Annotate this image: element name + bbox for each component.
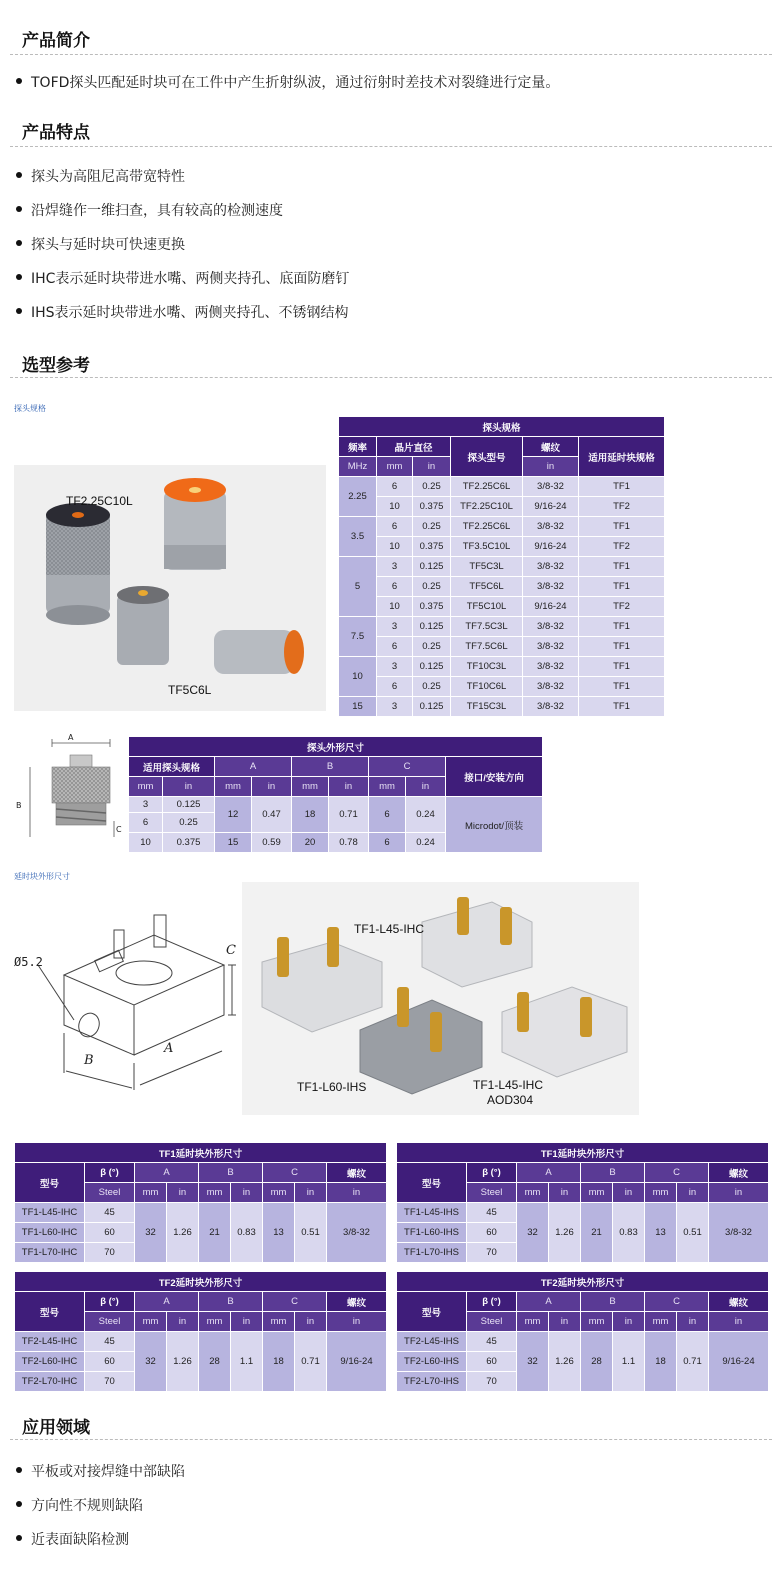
table-row <box>339 557 665 577</box>
cell: 28 <box>199 1332 231 1392</box>
probe-dim-table <box>128 736 543 853</box>
col-header: A <box>517 1163 581 1183</box>
cell: 3/8-32 <box>523 677 579 697</box>
cell: 3 <box>129 797 163 813</box>
cell: 70 <box>467 1243 517 1263</box>
list-item: 沿焊缝作一维扫查，具有较高的检测速度 <box>16 200 283 220</box>
col-header: β (°) <box>85 1163 135 1183</box>
cell: TF1-L70-IHC <box>15 1243 85 1263</box>
cell: TF1 <box>579 577 665 597</box>
unit-header: in <box>413 457 451 477</box>
cell: 45 <box>85 1203 135 1223</box>
col-header: B <box>581 1163 645 1183</box>
cell: 0.375 <box>413 597 451 617</box>
col-header: in <box>709 1183 769 1203</box>
cell: TF2-L70-IHS <box>397 1372 467 1392</box>
cell: 6 <box>129 813 163 833</box>
cell: TF2.25C6L <box>451 517 523 537</box>
table-title: 探头外形尺寸 <box>129 737 543 757</box>
cell: 70 <box>85 1243 135 1263</box>
table-row <box>339 577 665 597</box>
col-header: β (°) <box>85 1292 135 1312</box>
cell: 0.25 <box>413 517 451 537</box>
cell: TF2-L45-IHS <box>397 1332 467 1352</box>
probe-spec-table <box>338 416 665 717</box>
features-title: 产品特点 <box>22 123 90 143</box>
cell: 3 <box>377 557 413 577</box>
cell: 0.25 <box>163 813 215 833</box>
cell: 3/8-32 <box>327 1203 387 1263</box>
cell: 15 <box>215 833 252 853</box>
cell: 45 <box>467 1332 517 1352</box>
cell: 1.1 <box>231 1332 263 1392</box>
col-header: in <box>677 1312 709 1332</box>
col-header: A <box>135 1292 199 1312</box>
wedge-photo-label-3: TF1-L45-IHC <box>473 1078 544 1092</box>
col-header: TF2延时块外形尺寸 <box>397 1272 769 1292</box>
cell: 5 <box>339 557 377 617</box>
col-header: mm <box>645 1312 677 1332</box>
cell: TF1 <box>579 677 665 697</box>
table-row <box>339 697 665 717</box>
cell: 20 <box>292 833 329 853</box>
col-header: in <box>167 1312 199 1332</box>
col-header: in <box>231 1312 263 1332</box>
cell: TF1 <box>579 637 665 657</box>
col-header: 频率 <box>339 437 377 457</box>
col-header: 螺纹 <box>523 437 579 457</box>
col-header: TF1延时块外形尺寸 <box>397 1143 769 1163</box>
col-header: mm <box>199 1312 231 1332</box>
list-item: 探头与延时块可快速更换 <box>16 234 185 254</box>
col-header: Steel <box>85 1183 135 1203</box>
col-header: 型号 <box>397 1292 467 1332</box>
unit-header: in <box>252 777 292 797</box>
cell: TF1-L45-IHS <box>397 1203 467 1223</box>
cell: 45 <box>467 1203 517 1223</box>
dim-label-b: B <box>84 1053 94 1068</box>
table-row <box>339 497 665 517</box>
cell: 32 <box>517 1203 549 1263</box>
cell: 0.25 <box>413 477 451 497</box>
col-header: mm <box>645 1183 677 1203</box>
cell: 3/8-32 <box>523 617 579 637</box>
unit-header: mm <box>129 777 163 797</box>
dim-label-a: A <box>164 1041 174 1056</box>
cell: TF1 <box>579 657 665 677</box>
wedge-photo-label-4: AOD304 <box>487 1093 534 1107</box>
cell: TF7.5C6L <box>451 637 523 657</box>
cell: 60 <box>467 1352 517 1372</box>
wedge-photo-label-2: TF1-L60-IHS <box>297 1080 367 1094</box>
cell: 60 <box>467 1223 517 1243</box>
list-item: IHS表示延时块带进水嘴、两侧夹持孔、不锈钢结构 <box>16 302 349 322</box>
table-row <box>339 617 665 637</box>
cell: 0.125 <box>413 657 451 677</box>
cell: TF1 <box>579 697 665 717</box>
cell: 70 <box>467 1372 517 1392</box>
cell: TF1-L60-IHS <box>397 1223 467 1243</box>
cell: 0.78 <box>329 833 369 853</box>
unit-header: mm <box>369 777 406 797</box>
cell: 15 <box>339 697 377 717</box>
col-header: in <box>613 1312 645 1332</box>
selection-title: 选型参考 <box>22 356 90 376</box>
cell: 18 <box>263 1332 295 1392</box>
col-header: in <box>327 1183 387 1203</box>
cell: TF1 <box>579 477 665 497</box>
divider <box>10 54 772 55</box>
probe-photo-label-2: TF5C6L <box>168 683 212 697</box>
cell: 10 <box>377 537 413 557</box>
probe-dim-diagram <box>14 733 124 845</box>
cell: 12 <box>215 797 252 833</box>
cell: 0.25 <box>413 637 451 657</box>
cell: 3 <box>377 617 413 637</box>
list-item: 平板或对接焊缝中部缺陷 <box>16 1461 185 1481</box>
col-header: mm <box>263 1183 295 1203</box>
unit-header: mm <box>377 457 413 477</box>
cell: TF1 <box>579 557 665 577</box>
unit-header: in <box>163 777 215 797</box>
list-item: IHC表示延时块带进水嘴、两侧夹持孔、底面防磨钉 <box>16 268 349 288</box>
cell: 0.125 <box>413 557 451 577</box>
cell: 3 <box>377 697 413 717</box>
cell: TF2-L60-IHS <box>397 1352 467 1372</box>
col-header: 螺纹 <box>709 1292 769 1312</box>
cell: 0.375 <box>413 497 451 517</box>
col-header: in <box>549 1183 581 1203</box>
cell: 0.375 <box>163 833 215 853</box>
cell: 0.83 <box>613 1203 645 1263</box>
divider <box>10 1439 772 1440</box>
cell: TF2 <box>579 537 665 557</box>
col-header: Steel <box>467 1312 517 1332</box>
cell: TF2 <box>579 597 665 617</box>
table-row <box>339 517 665 537</box>
col-header: B <box>581 1292 645 1312</box>
list-item: TOFD探头匹配延时块可在工件中产生折射纵波，通过衍射时差技术对裂缝进行定量。 <box>16 72 559 92</box>
cell: 9/16-24 <box>327 1332 387 1392</box>
col-header: 探头型号 <box>451 437 523 477</box>
probe-photo-illustration <box>14 465 326 711</box>
wedge-dim-label: 延时块外形尺寸 <box>14 872 70 881</box>
col-header: A <box>215 757 292 777</box>
col-header: C <box>369 757 446 777</box>
table-title: 探头规格 <box>339 417 665 437</box>
cell: TF2-L60-IHC <box>15 1352 85 1372</box>
cell: 3.5 <box>339 517 377 557</box>
table-row <box>339 637 665 657</box>
col-header: 接口/安装方向 <box>446 757 543 797</box>
cell: 1.26 <box>549 1203 581 1263</box>
cell: TF1 <box>579 617 665 637</box>
col-header: mm <box>263 1312 295 1332</box>
cell: TF10C3L <box>451 657 523 677</box>
col-header: TF1延时块外形尺寸 <box>15 1143 387 1163</box>
cell: 70 <box>85 1372 135 1392</box>
col-header: Steel <box>467 1183 517 1203</box>
col-header: mm <box>581 1312 613 1332</box>
col-header: A <box>517 1292 581 1312</box>
cell: 0.125 <box>413 617 451 637</box>
table-row <box>15 1332 387 1352</box>
unit-header: mm <box>292 777 329 797</box>
cell: 3/8-32 <box>523 577 579 597</box>
cell: TF10C6L <box>451 677 523 697</box>
cell: 6 <box>377 477 413 497</box>
cell: 9/16-24 <box>523 597 579 617</box>
table-row <box>339 477 665 497</box>
unit-header: in <box>406 777 446 797</box>
cell: 3/8-32 <box>523 477 579 497</box>
col-header: mm <box>199 1183 231 1203</box>
table-row <box>15 1203 387 1223</box>
cell: 0.71 <box>329 797 369 833</box>
cell: 32 <box>135 1203 167 1263</box>
unit-header: in <box>329 777 369 797</box>
cell: 0.24 <box>406 797 446 833</box>
cell: Microdot/顶装 <box>446 797 543 853</box>
table-row <box>339 657 665 677</box>
probe-photo <box>14 465 326 711</box>
col-header: mm <box>581 1183 613 1203</box>
cell: TF3.5C10L <box>451 537 523 557</box>
col-header: mm <box>517 1312 549 1332</box>
unit-header: MHz <box>339 457 377 477</box>
divider <box>10 377 772 378</box>
probe-spec-label: 探头规格 <box>14 404 46 413</box>
cell: 3/8-32 <box>523 557 579 577</box>
wedge-dim-table <box>396 1142 769 1263</box>
col-header: β (°) <box>467 1292 517 1312</box>
cell: 1.26 <box>167 1332 199 1392</box>
dim-label-c: C <box>116 825 122 834</box>
cell: 45 <box>85 1332 135 1352</box>
cell: TF1-L60-IHC <box>15 1223 85 1243</box>
cell: TF1 <box>579 517 665 537</box>
cell: TF1-L45-IHC <box>15 1203 85 1223</box>
cell: 10 <box>129 833 163 853</box>
cell: 0.25 <box>413 677 451 697</box>
cell: 0.125 <box>163 797 215 813</box>
wedge-dim-table <box>396 1271 769 1392</box>
cell: 6 <box>369 833 406 853</box>
cell: 60 <box>85 1352 135 1372</box>
cell: 32 <box>135 1332 167 1392</box>
cell: 6 <box>377 637 413 657</box>
cell: 3/8-32 <box>523 637 579 657</box>
col-header: 型号 <box>15 1292 85 1332</box>
cell: TF5C6L <box>451 577 523 597</box>
col-header: C <box>645 1163 709 1183</box>
col-header: C <box>263 1292 327 1312</box>
dim-label-hole: Ø5.2 <box>14 955 43 969</box>
cell: 6 <box>377 677 413 697</box>
list-item: 方向性不规则缺陷 <box>16 1495 143 1515</box>
cell: 3/8-32 <box>523 697 579 717</box>
cell: 10 <box>377 597 413 617</box>
cell: 2.25 <box>339 477 377 517</box>
divider <box>10 146 772 147</box>
cell: 6 <box>369 797 406 833</box>
col-header: 螺纹 <box>327 1163 387 1183</box>
cell: 0.47 <box>252 797 292 833</box>
cell: TF7.5C3L <box>451 617 523 637</box>
col-header: β (°) <box>467 1163 517 1183</box>
col-header: in <box>613 1183 645 1203</box>
cell: 9/16-24 <box>523 497 579 517</box>
col-header: mm <box>517 1183 549 1203</box>
wedge-dim-table <box>14 1271 387 1392</box>
col-header: B <box>199 1292 263 1312</box>
col-header: in <box>295 1312 327 1332</box>
cell: TF2-L70-IHC <box>15 1372 85 1392</box>
cell: 18 <box>645 1332 677 1392</box>
col-header: 适用探头规格 <box>129 757 215 777</box>
col-header: in <box>295 1183 327 1203</box>
col-header: in <box>677 1183 709 1203</box>
cell: 0.51 <box>295 1203 327 1263</box>
cell: 21 <box>199 1203 231 1263</box>
cell: 28 <box>581 1332 613 1392</box>
cell: 10 <box>339 657 377 697</box>
probe-photo-label-1: TF2.25C10L <box>66 494 133 508</box>
col-header: Steel <box>85 1312 135 1332</box>
cell: 3/8-32 <box>523 657 579 677</box>
cell: 6 <box>377 517 413 537</box>
wedge-photo-label-1: TF1-L45-IHC <box>354 922 425 936</box>
cell: 3 <box>377 657 413 677</box>
cell: 18 <box>292 797 329 833</box>
cell: 60 <box>85 1223 135 1243</box>
cell: 9/16-24 <box>523 537 579 557</box>
cell: 1.26 <box>167 1203 199 1263</box>
unit-header: in <box>523 457 579 477</box>
cell: 0.59 <box>252 833 292 853</box>
col-header: 型号 <box>15 1163 85 1203</box>
cell: TF2-L45-IHC <box>15 1332 85 1352</box>
cell: 0.71 <box>295 1332 327 1392</box>
cell: TF5C3L <box>451 557 523 577</box>
cell: 13 <box>645 1203 677 1263</box>
cell: 0.51 <box>677 1203 709 1263</box>
cell: 9/16-24 <box>709 1332 769 1392</box>
cell: 21 <box>581 1203 613 1263</box>
cell: 0.375 <box>413 537 451 557</box>
table-row <box>397 1332 769 1352</box>
col-header: in <box>231 1183 263 1203</box>
table-row <box>339 537 665 557</box>
col-header: 型号 <box>397 1163 467 1203</box>
table-row <box>397 1203 769 1223</box>
cell: 6 <box>377 577 413 597</box>
cell: TF5C10L <box>451 597 523 617</box>
col-header: mm <box>135 1312 167 1332</box>
col-header: 适用延时块规格 <box>579 437 665 477</box>
cell: 10 <box>377 497 413 517</box>
col-header: B <box>199 1163 263 1183</box>
intro-title: 产品简介 <box>22 31 90 51</box>
col-header: B <box>292 757 369 777</box>
unit-header: mm <box>215 777 252 797</box>
col-header: C <box>645 1292 709 1312</box>
cell: 1.26 <box>549 1332 581 1392</box>
cell: 3/8-32 <box>709 1203 769 1263</box>
cell: 0.125 <box>413 697 451 717</box>
cell: TF2.25C10L <box>451 497 523 517</box>
col-header: in <box>167 1183 199 1203</box>
cell: 0.83 <box>231 1203 263 1263</box>
wedge-diagram <box>14 905 240 1095</box>
col-header: 螺纹 <box>709 1163 769 1183</box>
applications-title: 应用领域 <box>22 1418 90 1438</box>
list-item: 近表面缺陷检测 <box>16 1529 129 1549</box>
cell: 7.5 <box>339 617 377 657</box>
table-row <box>339 677 665 697</box>
col-header: TF2延时块外形尺寸 <box>15 1272 387 1292</box>
cell: 1.1 <box>613 1332 645 1392</box>
cell: TF2.25C6L <box>451 477 523 497</box>
cell: TF2 <box>579 497 665 517</box>
col-header: A <box>135 1163 199 1183</box>
cell: 0.71 <box>677 1332 709 1392</box>
dim-label-c: C <box>226 943 236 958</box>
col-header: in <box>327 1312 387 1332</box>
cell: TF15C3L <box>451 697 523 717</box>
cell: 0.24 <box>406 833 446 853</box>
table-row <box>339 597 665 617</box>
dim-label-a: A <box>68 733 74 742</box>
col-header: mm <box>135 1183 167 1203</box>
wedge-dim-table <box>14 1142 387 1263</box>
cell: 0.25 <box>413 577 451 597</box>
col-header: C <box>263 1163 327 1183</box>
dim-label-b: B <box>16 801 22 810</box>
cell: 13 <box>263 1203 295 1263</box>
cell: 3/8-32 <box>523 517 579 537</box>
list-item: 探头为高阻尼高带宽特性 <box>16 166 185 186</box>
col-header: in <box>549 1312 581 1332</box>
col-header: 晶片直径 <box>377 437 451 457</box>
col-header: in <box>709 1312 769 1332</box>
cell: 32 <box>517 1332 549 1392</box>
col-header: 螺纹 <box>327 1292 387 1312</box>
cell: TF1-L70-IHS <box>397 1243 467 1263</box>
